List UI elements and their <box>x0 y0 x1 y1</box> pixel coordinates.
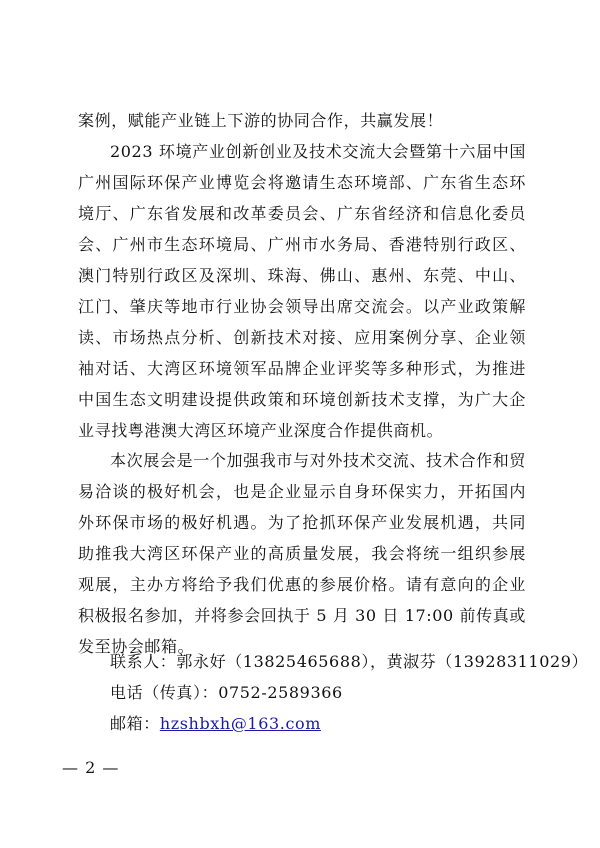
email-link[interactable]: hzshbxh@163.com <box>159 714 322 733</box>
email-label: 邮箱： <box>110 714 160 733</box>
contact-email-line <box>110 708 321 739</box>
paragraph-exhibition-invitation: 本次展会是一个加强我市与对外技术交流、技术合作和贸易洽谈的极好机会，也是企业显示自身环保实力，开拓国内外环保市场的极好机遇。为了抢抓环保产业发展机遇，共同助推我大湾区环保产业的高质量发展，我会将统一组织参展观展，主办方将给予我们优惠的参展价格。请有意向的企业积极报名参加，并将参会回执于 5 月 30 日 17:00 前传真或发至协会邮箱。 <box>78 451 526 656</box>
paragraph-conference-intro: 2023 环境产业创新创业及技术交流大会暨第十六届中国广州国际环保产业博览会将邀请生态环境部、广东省生态环境厅、广东省发展和改革委员会、广东省经济和信息化委员会、广州市生态环境局、广州市水务局、香港特别行政区、澳门特别行政区及深圳、珠海、佛山、惠州、东莞、中山、江门、肇庆等地市行业协会领导出席交流会。以产业政策解读、市场热点分析、创新技术对接、应用案例分享、企业领袖对话、大湾区环境领军品牌企业评奖等多种形式，为推进中国生态文明建设提供政策和环境创新技术支撑，为广大企业寻找粤港澳大湾区环境产业深度合作提供商机。 <box>78 142 526 440</box>
contact-people: 联系人：郭永好（13825465688），黄淑芬（13928311029） <box>110 652 589 671</box>
contact-phone: 电话（传真）：0752-2589366 <box>110 683 343 702</box>
paragraph-continuation: 案例，赋能产业链上下游的协同合作，共赢发展！ <box>78 111 444 130</box>
page-number: — 2 — <box>62 758 120 777</box>
